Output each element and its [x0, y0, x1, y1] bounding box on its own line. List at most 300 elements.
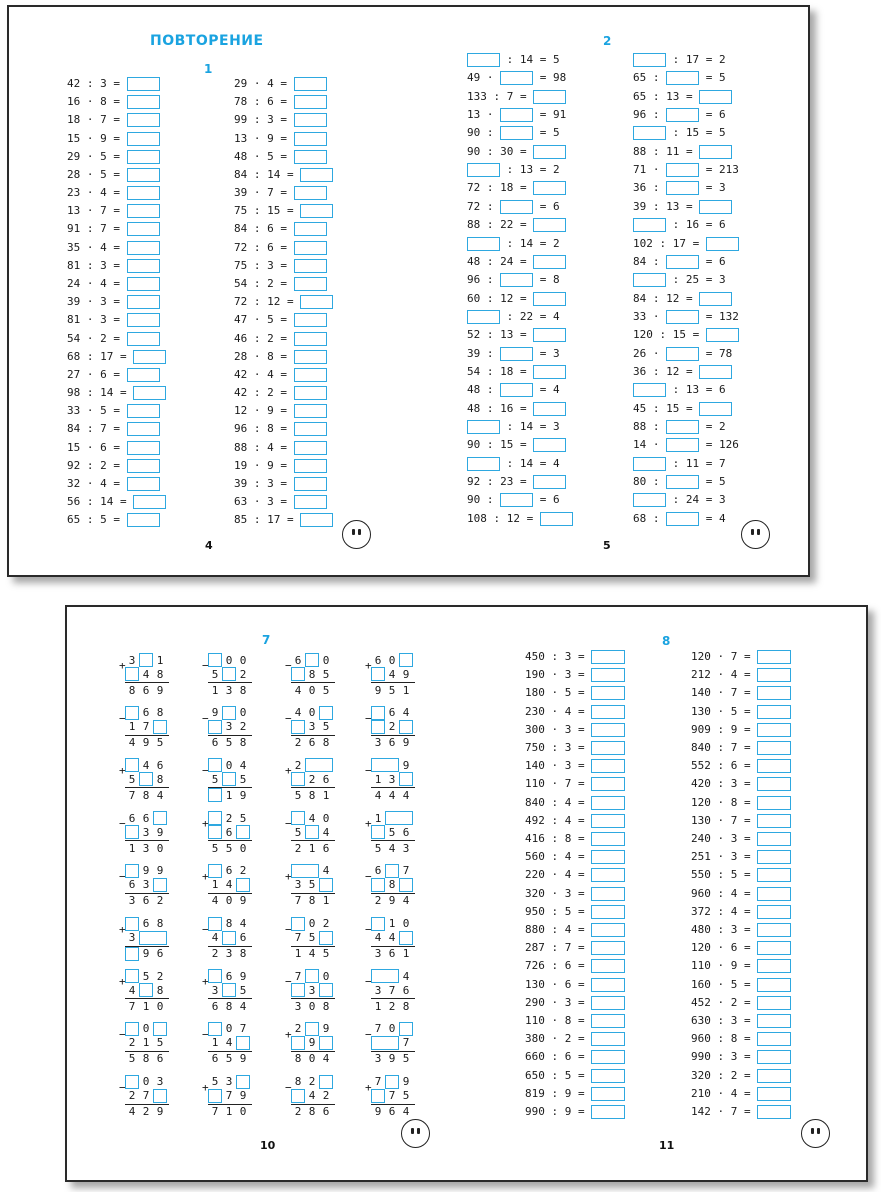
digit-box[interactable] [222, 772, 236, 786]
digit: 8 [294, 1052, 302, 1066]
digit: 4 [374, 931, 382, 944]
digit: 5 [211, 667, 219, 681]
digit-box[interactable] [139, 772, 153, 786]
answer-box[interactable] [500, 200, 533, 214]
answer-box[interactable] [127, 295, 160, 309]
answer-box[interactable] [757, 759, 791, 773]
answer-box[interactable] [591, 705, 625, 719]
answer-box[interactable] [467, 420, 500, 434]
digit-box[interactable] [291, 983, 305, 997]
answer-box[interactable] [666, 438, 699, 452]
answer-box[interactable] [757, 905, 791, 919]
digit-box[interactable] [399, 931, 413, 945]
digit-box[interactable] [139, 983, 153, 997]
digit-box[interactable] [399, 1022, 413, 1036]
smiley-icon [401, 1119, 430, 1148]
digit-box[interactable] [208, 917, 222, 931]
answer-box[interactable] [500, 347, 533, 361]
answer-box[interactable] [699, 200, 732, 214]
digit-box[interactable] [125, 706, 139, 720]
exercise-row [467, 90, 566, 106]
digit-box[interactable] [371, 720, 385, 734]
answer-box[interactable] [500, 108, 533, 122]
answer-box[interactable] [757, 686, 791, 700]
digit-box[interactable] [125, 947, 139, 961]
exercise-text: 68 : [633, 511, 667, 525]
answer-box[interactable] [133, 386, 166, 400]
answer-box[interactable] [757, 887, 791, 901]
answer-box[interactable] [127, 513, 160, 527]
exercise-row [67, 368, 160, 384]
answer-box[interactable] [699, 365, 732, 379]
answer-box[interactable] [591, 1032, 625, 1046]
digit-line [208, 1036, 250, 1050]
answer-box[interactable] [591, 650, 625, 664]
answer-box[interactable] [666, 108, 699, 122]
answer-box[interactable] [127, 259, 160, 273]
digit-box[interactable] [371, 706, 385, 720]
exercise-row [234, 422, 327, 438]
answer-box[interactable] [540, 512, 573, 526]
answer-box[interactable] [591, 996, 625, 1010]
answer-box[interactable] [666, 420, 699, 434]
answer-box[interactable] [699, 292, 732, 306]
answer-box[interactable] [533, 218, 566, 232]
exercise-text: 492 : 4 = [525, 813, 592, 827]
answer-box[interactable] [666, 181, 699, 195]
exercise-text: 28 · 5 = [67, 167, 127, 181]
answer-box[interactable] [757, 923, 791, 937]
digit-box[interactable] [208, 1022, 222, 1036]
exercise-row [234, 132, 327, 148]
answer-box[interactable] [591, 1050, 625, 1064]
digit-box[interactable] [291, 1089, 305, 1103]
answer-box[interactable] [633, 53, 666, 67]
digit-line [208, 841, 250, 855]
digit-box[interactable] [385, 811, 413, 825]
exercise-row [467, 493, 560, 509]
answer-box[interactable] [127, 168, 160, 182]
answer-box[interactable] [591, 959, 625, 973]
answer-box[interactable] [127, 204, 160, 218]
answer-box[interactable] [757, 1105, 791, 1119]
digit-box[interactable] [371, 878, 385, 892]
digit-box[interactable] [208, 720, 222, 734]
answer-box[interactable] [294, 368, 327, 382]
answer-box[interactable] [591, 723, 625, 737]
answer-box[interactable] [533, 365, 566, 379]
answer-box[interactable] [633, 126, 666, 140]
digit-box[interactable] [385, 864, 399, 878]
exercise-row [525, 759, 625, 775]
answer-box[interactable] [591, 686, 625, 700]
digit-box[interactable] [371, 917, 385, 931]
answer-box[interactable] [533, 145, 566, 159]
digit-box[interactable] [222, 983, 236, 997]
answer-box[interactable] [294, 77, 327, 91]
exercise-text: 320 · 3 = [525, 886, 592, 900]
digit: 1 [388, 917, 396, 930]
answer-box[interactable] [294, 313, 327, 327]
answer-box[interactable] [533, 181, 566, 195]
answer-box[interactable] [591, 796, 625, 810]
digit-box[interactable] [371, 667, 385, 681]
digit: 7 [402, 1036, 410, 1050]
exercise-text: = 6 [533, 199, 560, 213]
digit-box[interactable] [208, 1089, 222, 1103]
operation-sign: − [365, 1027, 372, 1041]
digit-box[interactable] [208, 825, 222, 839]
answer-box[interactable] [467, 457, 500, 471]
exercise-text: : 15 = 5 [666, 126, 726, 140]
digit-box[interactable] [153, 720, 167, 734]
answer-box[interactable] [127, 422, 160, 436]
answer-box[interactable] [294, 350, 327, 364]
answer-box[interactable] [591, 759, 625, 773]
answer-box[interactable] [591, 1069, 625, 1083]
exercise-text: 372 : 4 = [691, 904, 758, 918]
answer-box[interactable] [757, 814, 791, 828]
answer-box[interactable] [127, 313, 160, 327]
answer-box[interactable] [591, 1087, 625, 1101]
answer-box[interactable] [591, 887, 625, 901]
digit: 7 [128, 788, 136, 802]
answer-box[interactable] [294, 150, 327, 164]
answer-box[interactable] [706, 328, 739, 342]
exercise-row [633, 292, 732, 308]
exercise-row [234, 222, 327, 238]
exercise-text: 71 · [633, 163, 667, 177]
digit: 6 [402, 825, 410, 839]
answer-box[interactable] [757, 650, 791, 664]
answer-box[interactable] [666, 347, 699, 361]
digit-box[interactable] [125, 667, 139, 681]
digit: 6 [388, 706, 396, 720]
answer-box[interactable] [127, 241, 160, 255]
answer-box[interactable] [127, 132, 160, 146]
answer-box[interactable] [591, 978, 625, 992]
answer-box[interactable] [294, 441, 327, 455]
digit-box[interactable] [399, 653, 413, 667]
digit-box[interactable] [125, 969, 139, 983]
answer-box[interactable] [757, 705, 791, 719]
digit: 0 [239, 653, 247, 667]
column-exercise [119, 864, 179, 908]
digit-box[interactable] [291, 772, 305, 786]
digit-box[interactable] [236, 825, 250, 839]
digit: 9 [402, 758, 410, 772]
digit-box[interactable] [153, 811, 167, 825]
answer-box[interactable] [666, 310, 699, 324]
exercise-text: 120 · 7 = [691, 650, 758, 663]
answer-box[interactable] [591, 777, 625, 791]
answer-box[interactable] [757, 1032, 791, 1046]
answer-box[interactable] [591, 832, 625, 846]
answer-box[interactable] [633, 273, 666, 287]
answer-box[interactable] [467, 310, 500, 324]
answer-box[interactable] [533, 292, 566, 306]
answer-box[interactable] [633, 218, 666, 232]
answer-box[interactable] [294, 386, 327, 400]
exercise-row [633, 200, 732, 216]
digit-box[interactable] [305, 758, 333, 772]
answer-box[interactable] [127, 332, 160, 346]
answer-box[interactable] [127, 277, 160, 291]
digit-box[interactable] [385, 1075, 399, 1089]
digit-line [208, 825, 250, 839]
answer-box[interactable] [294, 459, 327, 473]
digit-box[interactable] [153, 1022, 167, 1036]
digit-box[interactable] [236, 1036, 250, 1050]
exercise-row [467, 218, 566, 234]
answer-box[interactable] [127, 368, 160, 382]
exercise-row [525, 1087, 625, 1103]
answer-box[interactable] [294, 495, 327, 509]
answer-box[interactable] [591, 814, 625, 828]
answer-box[interactable] [757, 850, 791, 864]
exercise-text: 54 : 18 = [467, 364, 534, 378]
answer-box[interactable] [127, 95, 160, 109]
digit-box[interactable] [291, 720, 305, 734]
exercise-text: 54 : 2 = [234, 276, 294, 290]
answer-box[interactable] [533, 402, 566, 416]
answer-box[interactable] [757, 832, 791, 846]
column-exercise [365, 758, 425, 802]
answer-box[interactable] [699, 402, 732, 416]
answer-box[interactable] [533, 438, 566, 452]
answer-box[interactable] [591, 668, 625, 682]
digit-box[interactable] [125, 825, 139, 839]
answer-box[interactable] [294, 132, 327, 146]
answer-box[interactable] [757, 978, 791, 992]
answer-box[interactable] [300, 295, 333, 309]
digit-box[interactable] [319, 983, 333, 997]
answer-box[interactable] [591, 905, 625, 919]
digit-box[interactable] [139, 653, 153, 667]
answer-box[interactable] [127, 150, 160, 164]
digit-box[interactable] [319, 706, 333, 720]
answer-box[interactable] [633, 457, 666, 471]
digit: 5 [322, 683, 330, 697]
answer-box[interactable] [666, 475, 699, 489]
answer-box[interactable] [757, 996, 791, 1010]
answer-box[interactable] [294, 422, 327, 436]
digit-box[interactable] [222, 931, 236, 945]
digit-box[interactable] [371, 1036, 399, 1050]
exercise-text: = 3 [699, 181, 726, 195]
digit-box[interactable] [399, 772, 413, 786]
digit-box[interactable] [125, 758, 139, 772]
digit-box[interactable] [305, 653, 319, 667]
digit-box[interactable] [153, 878, 167, 892]
answer-box[interactable] [467, 163, 500, 177]
digit-box[interactable] [319, 1075, 333, 1089]
exercise-row [525, 941, 625, 957]
digit-box[interactable] [291, 811, 305, 825]
answer-box[interactable] [294, 404, 327, 418]
exercise-text: 88 : [633, 420, 667, 433]
answer-box[interactable] [294, 222, 327, 236]
answer-box[interactable] [666, 255, 699, 269]
answer-box[interactable] [591, 850, 625, 864]
digit-box[interactable] [125, 917, 139, 931]
answer-box[interactable] [591, 868, 625, 882]
column-exercise [119, 969, 179, 1013]
answer-box[interactable] [533, 90, 566, 104]
answer-box[interactable] [633, 383, 666, 397]
digit-box[interactable] [222, 667, 236, 681]
answer-box[interactable] [757, 941, 791, 955]
page-number-right: 11 [659, 1139, 675, 1152]
operation-sign: − [285, 975, 292, 989]
digit-box[interactable] [371, 825, 385, 839]
exercise-text: 287 : 7 = [525, 941, 592, 955]
answer-box[interactable] [757, 1050, 791, 1064]
digit-box[interactable] [319, 931, 333, 945]
answer-box[interactable] [294, 332, 327, 346]
column-exercise [285, 706, 345, 750]
answer-box[interactable] [591, 741, 625, 755]
answer-box[interactable] [757, 1014, 791, 1028]
answer-box[interactable] [500, 126, 533, 140]
digit-box[interactable] [291, 917, 305, 931]
digit-box[interactable] [236, 1075, 250, 1089]
digit-box[interactable] [222, 706, 236, 720]
answer-box[interactable] [294, 477, 327, 491]
answer-box[interactable] [294, 277, 327, 291]
digit-box[interactable] [305, 1022, 319, 1036]
answer-box[interactable] [666, 512, 699, 526]
answer-box[interactable] [300, 513, 333, 527]
answer-box[interactable] [533, 255, 566, 269]
digit-box[interactable] [208, 864, 222, 878]
digit-box[interactable] [291, 667, 305, 681]
answer-box[interactable] [591, 941, 625, 955]
answer-box[interactable] [666, 163, 699, 177]
answer-box[interactable] [500, 71, 533, 85]
exercise-row [633, 255, 726, 271]
answer-box[interactable] [699, 145, 732, 159]
answer-box[interactable] [300, 204, 333, 218]
digit-box[interactable] [305, 825, 319, 839]
digit-box[interactable] [208, 653, 222, 667]
answer-box[interactable] [757, 668, 791, 682]
digit: 1 [211, 1036, 219, 1050]
answer-box[interactable] [294, 95, 327, 109]
answer-box[interactable] [127, 113, 160, 127]
exercise-text: : 14 = 3 [500, 420, 560, 433]
answer-box[interactable] [500, 493, 533, 507]
digit-box[interactable] [153, 1089, 167, 1103]
answer-box[interactable] [533, 328, 566, 342]
exercise-text: 75 : 3 = [234, 258, 294, 272]
digit: 7 [128, 999, 136, 1013]
digit-box[interactable] [125, 1075, 139, 1089]
answer-box[interactable] [133, 350, 166, 364]
answer-box[interactable] [757, 796, 791, 810]
digit-box[interactable] [399, 720, 413, 734]
answer-box[interactable] [294, 186, 327, 200]
answer-box[interactable] [757, 777, 791, 791]
answer-box[interactable] [467, 53, 500, 67]
digit-box[interactable] [208, 969, 222, 983]
digit-box[interactable] [399, 878, 413, 892]
digit: 8 [156, 706, 164, 720]
answer-box[interactable] [757, 868, 791, 882]
digit: 5 [156, 736, 164, 750]
answer-box[interactable] [757, 1069, 791, 1083]
digit-line [371, 758, 413, 772]
column-exercise [365, 1022, 425, 1066]
digit-box[interactable] [139, 931, 167, 945]
digit-box[interactable] [319, 1036, 333, 1050]
answer-box[interactable] [757, 723, 791, 737]
answer-box[interactable] [127, 477, 160, 491]
answer-box[interactable] [294, 259, 327, 273]
answer-box[interactable] [127, 77, 160, 91]
exercise-row [691, 759, 791, 775]
digit-box[interactable] [371, 758, 399, 772]
column-exercise [285, 917, 345, 961]
answer-box[interactable] [127, 222, 160, 236]
digit-line [291, 653, 333, 667]
digit-box[interactable] [125, 864, 139, 878]
answer-box[interactable] [133, 495, 166, 509]
answer-box[interactable] [591, 1014, 625, 1028]
exercise-row [234, 241, 327, 257]
digit-box[interactable] [291, 1036, 305, 1050]
answer-box[interactable] [500, 273, 533, 287]
answer-box[interactable] [757, 959, 791, 973]
digit-box[interactable] [208, 788, 222, 802]
digit: 5 [388, 825, 396, 839]
digit-box[interactable] [236, 878, 250, 892]
answer-box[interactable] [699, 90, 732, 104]
answer-box[interactable] [591, 923, 625, 937]
answer-box[interactable] [533, 475, 566, 489]
answer-box[interactable] [757, 741, 791, 755]
answer-box[interactable] [757, 1087, 791, 1101]
digit-box[interactable] [305, 969, 319, 983]
digit-line [125, 758, 167, 772]
answer-box[interactable] [127, 404, 160, 418]
answer-box[interactable] [500, 383, 533, 397]
digit-box[interactable] [208, 758, 222, 772]
answer-box[interactable] [294, 113, 327, 127]
answer-box[interactable] [591, 1105, 625, 1119]
digit-box[interactable] [319, 878, 333, 892]
digit-box[interactable] [125, 1022, 139, 1036]
digit-box[interactable] [291, 864, 319, 878]
answer-box[interactable] [294, 241, 327, 255]
digit-box[interactable] [208, 811, 222, 825]
answer-box[interactable] [127, 459, 160, 473]
exercise-row [234, 495, 327, 511]
digit-box[interactable] [371, 1089, 385, 1103]
answer-box[interactable] [633, 493, 666, 507]
answer-box[interactable] [467, 237, 500, 251]
digit: 3 [128, 653, 136, 667]
answer-box[interactable] [300, 168, 333, 182]
digit: 7 [388, 1089, 396, 1103]
answer-box[interactable] [127, 186, 160, 200]
exercise-text: 80 : [633, 475, 667, 489]
answer-box[interactable] [666, 71, 699, 85]
answer-box[interactable] [127, 441, 160, 455]
digit-box[interactable] [371, 969, 399, 983]
answer-box[interactable] [706, 237, 739, 251]
digit: 3 [142, 825, 150, 839]
